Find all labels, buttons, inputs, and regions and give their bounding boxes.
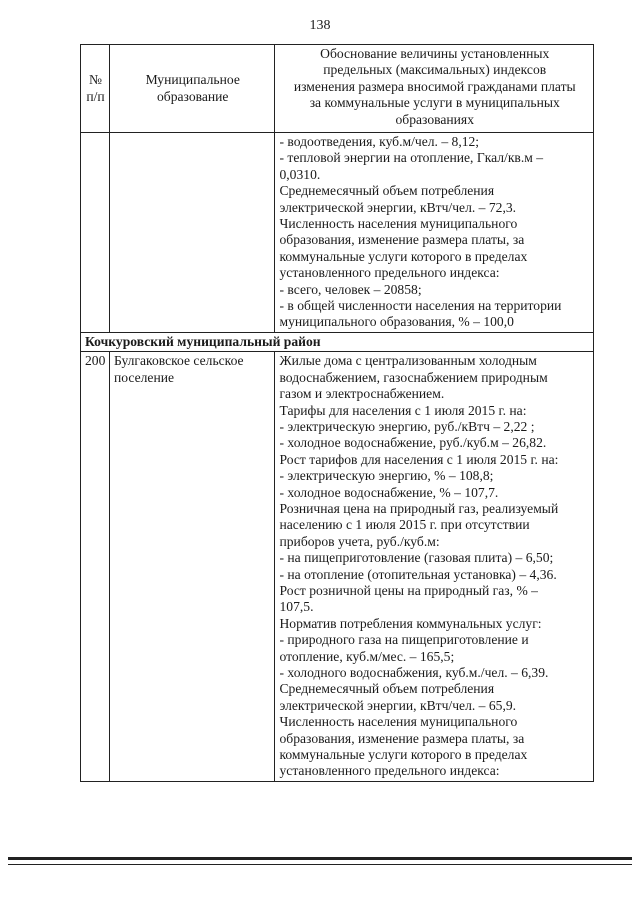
header-justification-line: образованиях: [395, 111, 474, 127]
district-row: [81, 332, 594, 351]
text-line: - холодное водоснабжение, % – 107,7.: [279, 484, 499, 500]
header-justification-line: за коммунальные услуги в муниципальных: [309, 95, 560, 111]
continuation-municipality-cell: [109, 133, 275, 333]
header-municipality-line: Муниципальное: [145, 72, 240, 88]
text-line: Рост тарифов для населения с 1 июля 2015 г. на:: [279, 451, 559, 467]
text-line: Численность населения муниципального: [279, 216, 518, 232]
text-line: - холодного водоснабжения, куб.м./чел. – 6,39.: [279, 665, 549, 680]
text-line: Розничная цена на природный газ, реализуемый: [279, 500, 559, 516]
district-heading: Кочкуровский муниципальный район: [81, 332, 594, 351]
text-line: Численность населения муниципального: [279, 714, 518, 730]
municipality-line: поселение: [113, 369, 175, 385]
header-number: [81, 45, 110, 133]
text-line: 0,0310.: [279, 166, 321, 182]
text-line: - на отопление (отопительная установка) – 4,36.: [279, 566, 557, 582]
header-municipality-line: образование: [156, 88, 229, 104]
text-line: 107,5.: [279, 599, 314, 615]
text-line: - всего, человек – 20858;: [279, 281, 422, 297]
text-line: - в общей численности населения на территории: [279, 298, 562, 314]
tariff-table: [80, 44, 594, 782]
header-number-line: п/п: [86, 88, 105, 104]
row-municipality: [109, 352, 275, 782]
header-justification-line: изменения размера вносимой гражданами платы: [293, 78, 576, 94]
text-line: Среднемесячный объем потребления: [279, 183, 495, 199]
text-line: образования, изменение размера платы, за: [279, 730, 525, 746]
row-justification: [275, 352, 594, 782]
text-line: коммунальные услуги которого в пределах: [279, 248, 528, 264]
text-line: газом и электроснабжением.: [279, 386, 445, 402]
municipality-line: Булгаковское сельское: [113, 353, 244, 369]
text-line: - электрическую энергию, % – 108,8;: [279, 468, 494, 484]
text-line: Среднемесячный объем потребления: [279, 681, 495, 697]
text-line: - электрическую энергию, руб./кВтч – 2,22 ;: [279, 418, 535, 434]
text-line: Норматив потребления коммунальных услуг:: [279, 615, 542, 631]
text-line: образования, изменение размера платы, за: [279, 232, 525, 248]
text-line: - холодное водоснабжение, руб./куб.м – 26,82.: [279, 435, 547, 451]
page-number: 138: [309, 18, 331, 33]
text-line: - природного газа на пищеприготовление и: [279, 632, 529, 648]
text-line: отопление, куб.м/мес. – 165,5;: [279, 648, 455, 664]
continuation-text-cell: [275, 133, 594, 333]
text-line: Тарифы для населения с 1 июля 2015 г. на:: [279, 402, 527, 418]
header-municipality: [109, 45, 275, 133]
header-justification-line: Обоснование величины установленных: [320, 46, 550, 61]
text-line: приборов учета, руб./куб.м:: [279, 533, 440, 549]
text-line: - тепловой энергии на отопление, Гкал/кв.м –: [279, 150, 544, 166]
text-line: установленного предельного индекса:: [279, 265, 500, 281]
text-line: - водоотведения, куб.м/чел. – 8,12;: [279, 134, 480, 149]
text-line: электрической энергии, кВтч/чел. – 72,3.: [279, 199, 517, 215]
bottom-rule-thick: [8, 857, 632, 860]
continuation-row: [81, 133, 594, 333]
municipality-row: [81, 352, 594, 782]
header-row: [81, 45, 594, 133]
text-line: населению с 1 июля 2015 г. при отсутствии: [279, 517, 530, 533]
text-line: Рост розничной цены на природный газ, % –: [279, 582, 538, 598]
header-justification-line: предельных (максимальных) индексов: [323, 62, 547, 78]
text-line: электрической энергии, кВтч/чел. – 65,9.: [279, 697, 517, 713]
text-line: установленного предельного индекса:: [279, 763, 500, 779]
row-number: 200: [81, 352, 110, 782]
text-line: коммунальные услуги которого в пределах: [279, 747, 528, 763]
text-line: - на пищеприготовление (газовая плита) – 6,50;: [279, 550, 554, 566]
bottom-rule-thin: [8, 864, 632, 865]
header-number-line: №: [89, 72, 102, 88]
text-line: водоснабжением, газоснабжением природным: [279, 369, 548, 385]
text-line: Жилые дома с централизованным холодным: [279, 353, 537, 369]
text-line: муниципального образования, % – 100,0: [279, 314, 514, 330]
continuation-number-cell: [81, 133, 110, 333]
header-justification: [275, 45, 594, 133]
